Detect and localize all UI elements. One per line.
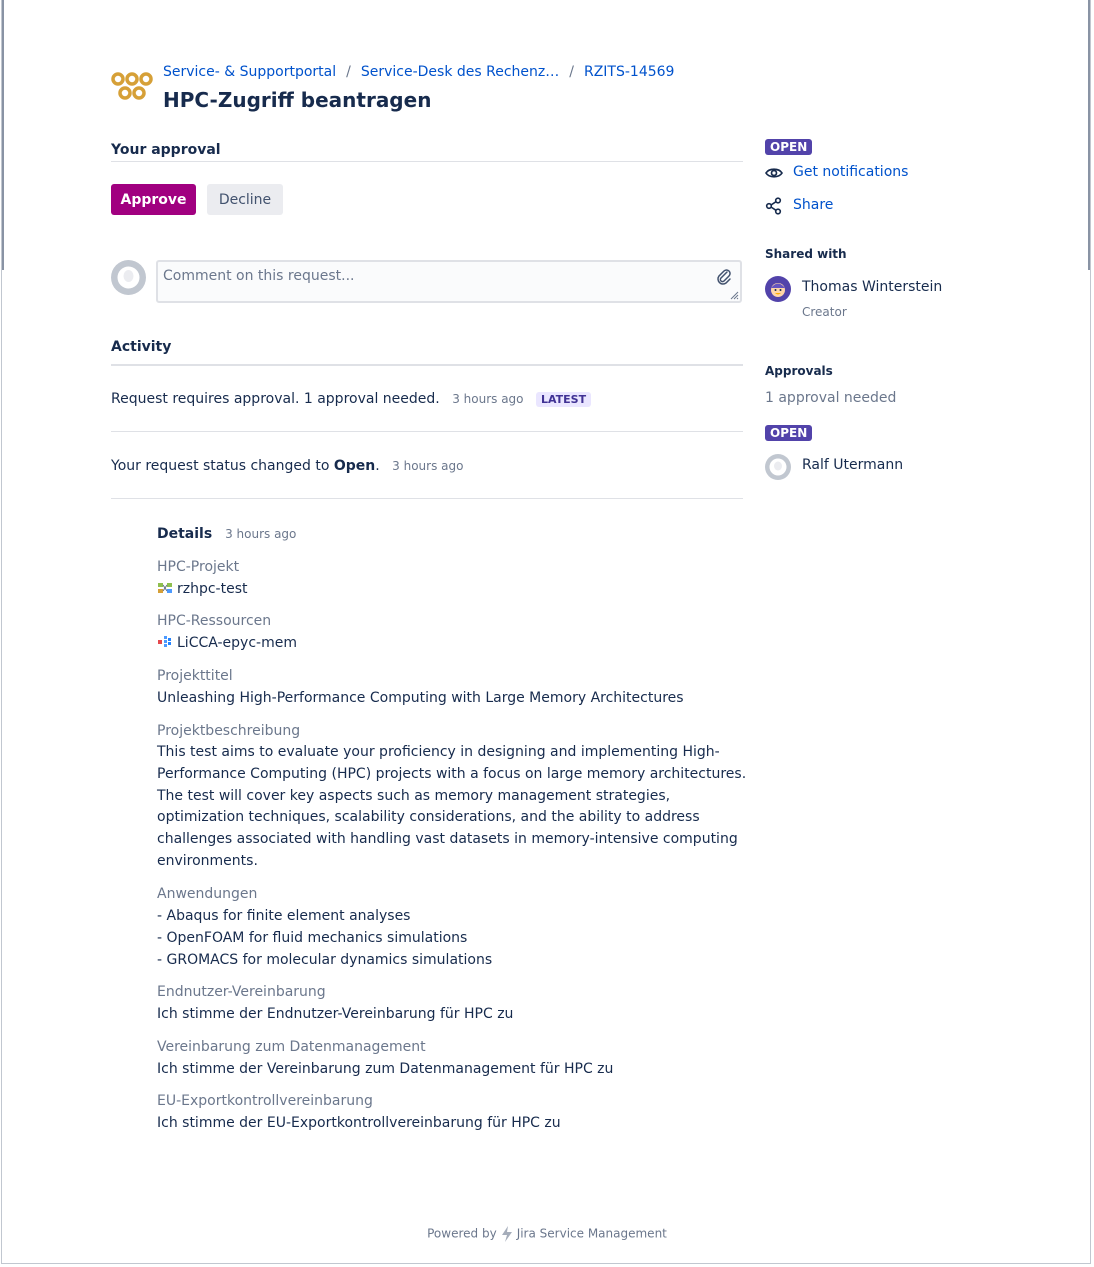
frame-edge-left <box>2 0 4 270</box>
activity-item-status <box>111 458 463 474</box>
field-value-exportkontrolle: Ich stimme der EU-Exportkontrollvereinbarung für HPC zu <box>157 1115 561 1131</box>
resize-handle-icon[interactable] <box>729 290 739 300</box>
jira-bolt-icon <box>499 1225 515 1243</box>
page-title: HPC-Zugriff beantragen <box>163 88 432 112</box>
field-value-projekttitel: Unleashing High-Performance Computing with Large Memory Architectures <box>157 690 684 706</box>
approvals-heading: Approvals <box>765 364 833 378</box>
field-text: rzhpc-test <box>177 581 248 597</box>
default-avatar-icon <box>111 260 146 295</box>
details-timestamp: 3 hours ago <box>225 527 297 541</box>
field-value-hpc-projekt <box>157 581 248 597</box>
approval-status-badge: OPEN <box>765 425 812 441</box>
paperclip-icon[interactable] <box>716 268 732 286</box>
shared-user-role: Creator <box>802 305 847 319</box>
field-text: LiCCA-epyc-mem <box>177 635 297 651</box>
breadcrumb-issue-link[interactable]: RZITS-14569 <box>583 64 675 80</box>
field-label-datenmanagement: Vereinbarung zum Datenmanagement <box>157 1039 426 1055</box>
comment-box <box>156 260 742 303</box>
decline-button[interactable]: Decline <box>207 184 283 215</box>
resource-icon <box>157 635 173 649</box>
latest-badge: LATEST <box>536 392 591 407</box>
comment-input[interactable] <box>163 268 703 296</box>
field-label-projekttitel: Projekttitel <box>157 668 233 684</box>
status-badge: OPEN <box>765 139 812 155</box>
share-icon[interactable] <box>765 197 783 215</box>
get-notifications-link[interactable]: Get notifications <box>793 164 909 180</box>
field-value-anwendungen-line: - GROMACS for molecular dynamics simulations <box>157 952 493 968</box>
activity-item-text: Your request status changed to <box>111 458 334 474</box>
field-label-exportkontrolle: EU-Exportkontrollvereinbarung <box>157 1093 373 1109</box>
status-value: Open <box>333 458 376 474</box>
shared-with-heading: Shared with <box>765 247 847 261</box>
footer-powered-by: Powered by <box>427 1226 497 1241</box>
breadcrumb-desk-link[interactable]: Service-Desk des Rechenz… <box>360 64 560 80</box>
portal-logo-icon[interactable] <box>110 70 158 104</box>
activity-separator <box>111 431 743 432</box>
field-value-anwendungen-line: - OpenFOAM for fluid mechanics simulations <box>157 930 468 946</box>
shared-user-name: Thomas Winterstein <box>802 279 943 295</box>
project-icon <box>157 581 173 595</box>
field-label-projektbeschreibung: Projektbeschreibung <box>157 723 301 739</box>
activity-timestamp: 3 hours ago <box>452 392 524 406</box>
activity-timestamp: 3 hours ago <box>392 459 464 473</box>
activity-item-text: Request requires approval. 1 approval needed. <box>111 391 440 407</box>
footer-product-link[interactable]: Jira Service Management <box>516 1226 667 1241</box>
approvals-needed: 1 approval needed <box>765 390 897 406</box>
field-value-anwendungen-line: - Abaqus for finite element analyses <box>157 908 411 924</box>
approval-divider <box>111 161 743 162</box>
approver-name: Ralf Utermann <box>802 457 904 473</box>
field-value-endnutzer: Ich stimme der Endnutzer-Vereinbarung für HPC zu <box>157 1006 514 1022</box>
field-label-hpc-ressourcen: HPC-Ressourcen <box>157 613 272 629</box>
details-title: Details <box>157 526 213 542</box>
user-avatar-ralf <box>765 454 791 480</box>
breadcrumb <box>163 64 674 80</box>
breadcrumb-portal-link[interactable]: Service- & Supportportal <box>163 64 337 80</box>
breadcrumb-separator: / <box>569 64 574 80</box>
frame-edge-right <box>1088 0 1090 270</box>
field-label-hpc-projekt: HPC-Projekt <box>157 559 240 575</box>
activity-separator <box>111 498 743 499</box>
activity-item-suffix: . <box>375 458 380 474</box>
activity-divider <box>111 364 743 366</box>
breadcrumb-separator: / <box>346 64 351 80</box>
user-avatar-thomas <box>765 276 791 302</box>
approval-heading: Your approval <box>111 142 221 158</box>
field-label-endnutzer: Endnutzer-Vereinbarung <box>157 984 326 1000</box>
field-value-hpc-ressourcen <box>157 635 297 651</box>
details-heading <box>157 526 296 542</box>
share-link[interactable]: Share <box>793 197 834 213</box>
approve-button[interactable]: Approve <box>111 184 196 215</box>
field-label-anwendungen: Anwendungen <box>157 886 258 902</box>
field-value-projektbeschreibung: This test aims to evaluate your proficiency in designing and implementing High-Performance Computing (HPC) projects with a focus on large memory architectures. The test will cover key aspects such as memory management strategies, optimization techniques, scalability considerations, and the ability to address challenges associated with handling vast datasets in memory-intensive computing environments. <box>157 744 747 869</box>
activity-heading: Activity <box>111 339 172 355</box>
eye-icon[interactable] <box>765 164 783 182</box>
user-avatar <box>111 260 146 295</box>
activity-item-approval <box>111 391 591 407</box>
field-value-datenmanagement: Ich stimme der Vereinbarung zum Datenmanagement für HPC zu <box>157 1061 614 1077</box>
footer <box>0 1225 1094 1243</box>
